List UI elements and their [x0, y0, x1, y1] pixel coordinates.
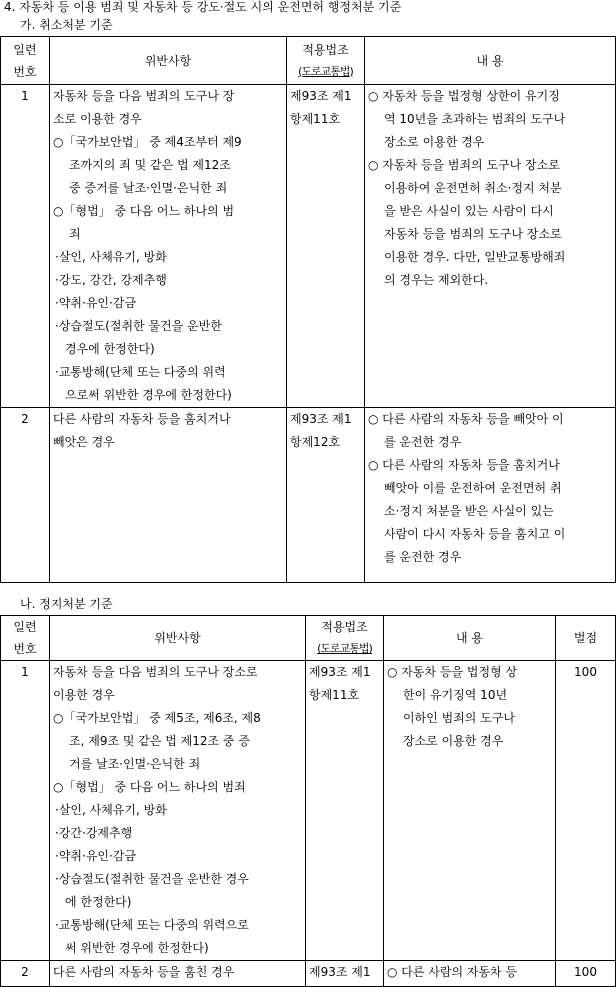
content-line: 장소로 이용한 경우: [403, 734, 504, 748]
table-header-row: [1, 616, 616, 661]
content-line: 를 운전한 경우: [384, 435, 462, 449]
content-line: ○ 다른 사람의 자동차 등: [387, 965, 518, 979]
violation-line: 중 증거를 날조·인멸·은닉한 죄: [69, 181, 228, 195]
law-line: 항제12호: [290, 435, 341, 449]
violation-line: 이용한 경우: [53, 688, 115, 702]
penalty-points: 100: [556, 961, 616, 987]
content-line: 이용한 경우. 다만, 일반교통방해죄: [384, 250, 566, 264]
header-content: 내 용: [365, 37, 616, 85]
violation-line: 써 위반한 경우에 한정한다): [65, 941, 209, 955]
content-line: 소·정지 처분을 받은 사실이 있는: [384, 504, 554, 518]
violation-line: 빼앗은 경우: [53, 435, 115, 449]
header-points: 벌점: [556, 616, 616, 661]
header-no-line2: 번호: [13, 642, 37, 656]
violation-line: 경우에 한정한다): [65, 342, 155, 356]
law-cell: [306, 661, 384, 961]
violation-line: 다른 사람의 자동차 등을 훔친 경우: [53, 965, 235, 979]
table-header-row: [1, 37, 616, 85]
row-number: 2: [1, 961, 50, 987]
header-violation: 위반사항: [50, 616, 306, 661]
law-line: 제93조 제1: [309, 665, 371, 679]
header-serial-no: [1, 37, 50, 85]
penalty-points: 100: [556, 661, 616, 961]
law-line: 제93조 제1: [290, 412, 352, 426]
violation-line: ○「국가보안법」 중 제4조부터 제9: [53, 135, 242, 149]
law-cell: [306, 961, 384, 987]
violation-line: ○「형법」 중 다음 어느 하나의 범: [53, 204, 235, 218]
header-no-line1: 일련: [13, 42, 37, 57]
table-row: [1, 85, 616, 408]
content-cell: [365, 85, 616, 408]
violation-line: 으로써 위반한 경우에 한정한다): [65, 388, 232, 402]
part-b-title: 나. 정지처분 기준: [20, 597, 113, 611]
violation-line: ·상습절도(절취한 물건을 운반한 경우: [55, 872, 249, 886]
violation-line: ·살인, 사체유기, 방화: [55, 803, 167, 817]
header-law: [306, 616, 384, 661]
content-cell: [365, 408, 616, 583]
header-law-line2: (도로교통법): [317, 642, 372, 655]
header-content: 내 용: [384, 616, 556, 661]
violation-line: ·약취·유인·감금: [55, 849, 136, 863]
law-cell: [287, 408, 365, 583]
violation-line: 자동차 등을 다음 범죄의 도구나 장소로: [53, 665, 258, 679]
row-number: 2: [1, 408, 50, 583]
content-line: 빼앗아 이를 운전하여 운전면허 취: [384, 481, 562, 495]
content-line: ○ 다른 사람의 자동차 등을 빼앗아 이: [368, 412, 564, 426]
violation-line: ·교통방해(단체 또는 다중의 위력: [55, 365, 226, 379]
violation-line: ·상습절도(절취한 물건을 운반한: [55, 319, 222, 333]
violation-line: 소로 이용한 경우: [53, 112, 142, 126]
content-line: 이용하여 운전면허 취소·정지 처분: [384, 181, 562, 195]
content-cell: [384, 961, 556, 987]
violation-line: ○「국가보안법」 중 제5조, 제6조, 제8: [53, 711, 261, 725]
violation-line: ○「형법」 중 다음 어느 하나의 범죄: [53, 780, 246, 794]
header-serial-no: [1, 616, 50, 661]
violation-line: ·강간·강제추행: [55, 826, 133, 840]
content-line: 의 경우는 제외한다.: [384, 273, 489, 287]
table-row: [1, 661, 616, 961]
content-line: 자동차 등을 범죄의 도구나 장소로: [384, 227, 562, 241]
part-a-title: 가. 취소처분 기준: [20, 18, 113, 32]
header-law-line1: 적용법조: [321, 620, 368, 634]
header-violation: 위반사항: [50, 37, 287, 85]
violation-line: ·강도, 강간, 강제추행: [55, 273, 167, 287]
law-line: 제93조 제1: [309, 965, 371, 979]
violation-line: ·약취·유인·감금: [55, 296, 136, 310]
table-row: [1, 961, 616, 987]
violation-line: 다른 사람의 자동차 등을 훔치거나: [53, 412, 231, 426]
content-line: 를 운전한 경우: [384, 550, 462, 564]
content-line: 한이 유기징역 10년: [403, 688, 508, 702]
violation-line: 거를 날조·인멸·은닉한 죄: [69, 757, 201, 771]
section-title: 4. 자동차 등 이용 범죄 및 자동차 등 강도·절도 시의 운전면허 행정처분 기준: [4, 0, 402, 14]
violation-cell: [50, 408, 287, 583]
suspension-criteria-table: [0, 615, 616, 987]
law-line: 항제11호: [309, 688, 360, 702]
law-cell: [287, 85, 365, 408]
revocation-criteria-table: [0, 36, 616, 583]
violation-cell: [50, 961, 306, 987]
header-law-line1: 적용법조: [302, 42, 349, 57]
content-line: 사람이 다시 자동차 등을 훔치고 이: [384, 527, 566, 541]
violation-line: 에 한정한다): [65, 895, 132, 909]
content-line: ○ 자동차 등을 법정형 상한이 유기징: [368, 89, 560, 103]
row-number: 1: [1, 85, 50, 408]
content-line: ○ 자동차 등을 법정형 상: [387, 665, 518, 679]
content-cell: [384, 661, 556, 961]
violation-cell: [50, 85, 287, 408]
content-line: 이하인 범죄의 도구나: [403, 711, 515, 725]
header-law: [287, 37, 365, 85]
table-row: [1, 408, 616, 583]
content-line: 장소로 이용한 경우: [384, 135, 485, 149]
law-line: 제93조 제1: [290, 89, 352, 103]
row-number: 1: [1, 661, 50, 961]
content-line: ○ 다른 사람의 자동차 등을 훔치거나: [368, 458, 560, 472]
violation-line: 조까지의 죄 및 같은 법 제12조: [69, 158, 231, 172]
header-no-line2: 번호: [13, 64, 37, 79]
law-line: 항제11호: [290, 112, 341, 126]
violation-line: 자동차 등을 다음 범죄의 도구나 장: [53, 89, 235, 103]
violation-line: 조, 제9조 및 같은 법 제12조 중 증: [69, 734, 250, 748]
violation-cell: [50, 661, 306, 961]
header-law-line2: (도로교통법): [298, 64, 353, 78]
violation-line: 죄: [69, 227, 81, 241]
violation-line: ·살인, 사체유기, 방화: [55, 250, 167, 264]
content-line: 역 10년을 초과하는 범죄의 도구나: [384, 112, 566, 126]
header-no-line1: 일련: [13, 620, 37, 634]
violation-line: ·교통방해(단체 또는 다중의 위력으로: [55, 918, 249, 932]
content-line: 을 받은 사실이 있는 사람이 다시: [384, 204, 554, 218]
content-line: ○ 자동차 등을 범죄의 도구나 장소로: [368, 158, 560, 172]
